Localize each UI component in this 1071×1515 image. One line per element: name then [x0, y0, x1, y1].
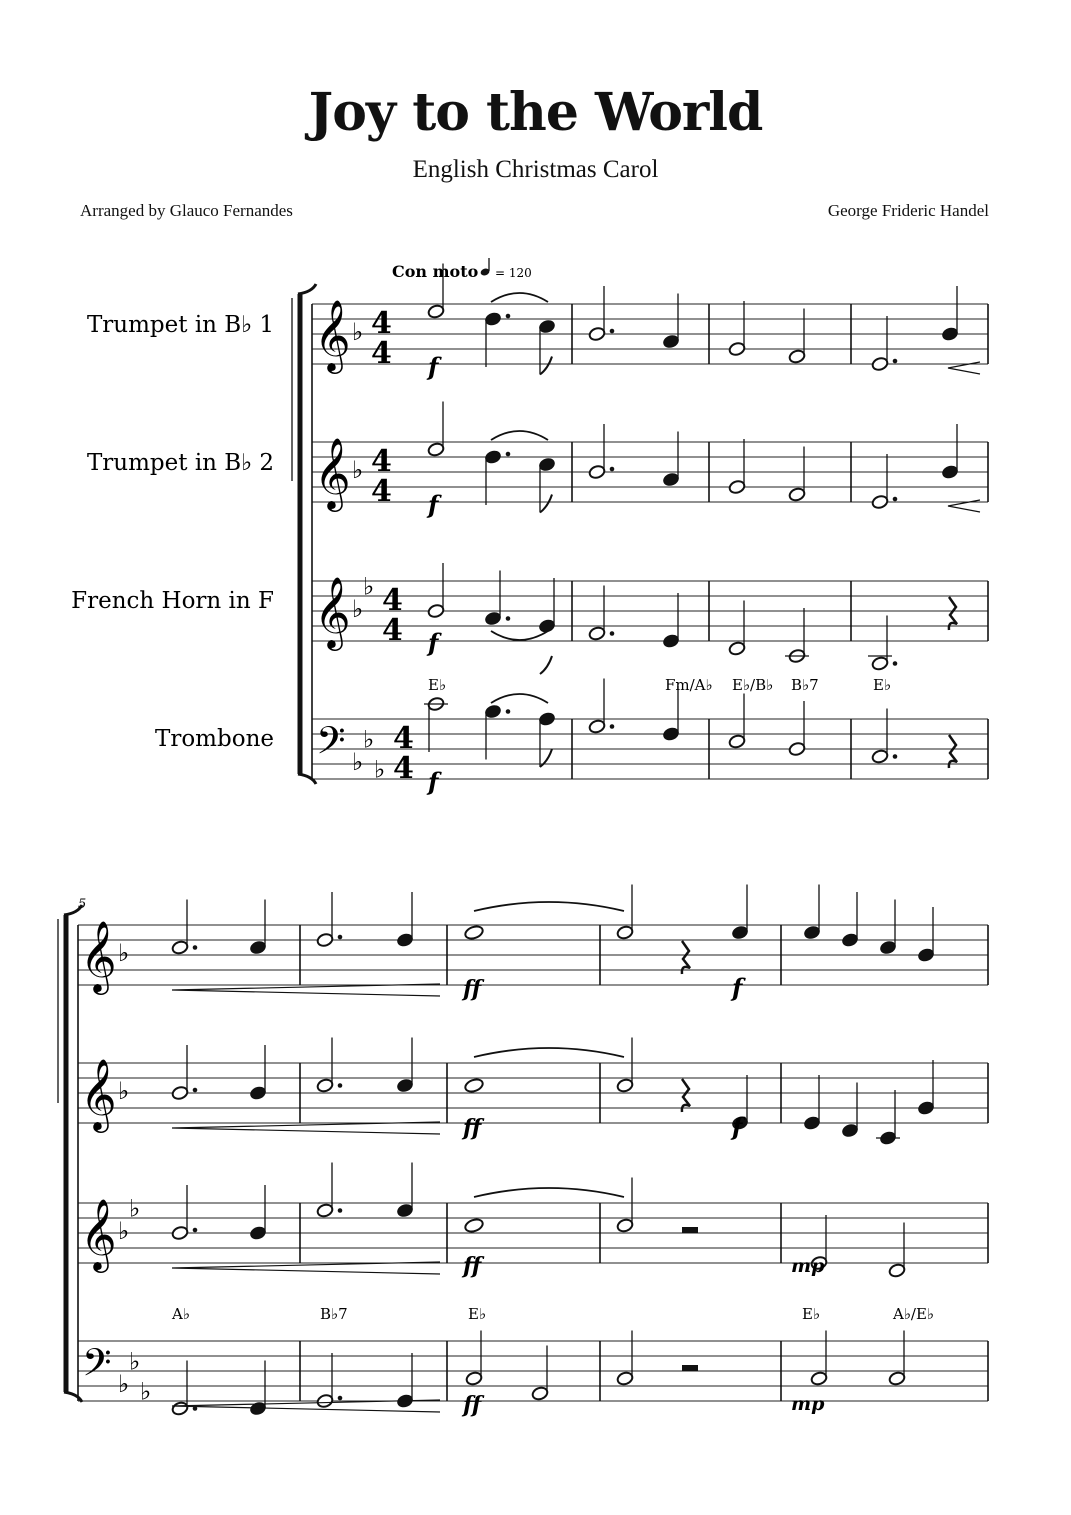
- note-dot: [610, 724, 615, 729]
- treble-clef-icon: 𝄞: [314, 436, 351, 509]
- time-signature-bottom: 4: [393, 751, 414, 786]
- note-head: [728, 734, 746, 749]
- dynamic-marking: f: [428, 767, 439, 796]
- arranger-credit: Arranged by Glauco Fernandes: [80, 201, 293, 220]
- chord-symbol: B♭7: [320, 1305, 348, 1323]
- note-dot: [610, 329, 615, 334]
- note-head: [917, 1100, 935, 1115]
- bass-clef-icon: 𝄢: [316, 718, 346, 772]
- dynamic-marking: f: [732, 1112, 743, 1141]
- note-dot: [506, 452, 511, 457]
- dynamic-marking: ff: [463, 1115, 482, 1141]
- note-head: [803, 1115, 821, 1130]
- note-head: [484, 611, 502, 626]
- note-head: [871, 356, 889, 371]
- dynamic-marking: ff: [463, 1392, 482, 1418]
- note-head: [616, 1218, 634, 1233]
- half-rest-icon: [682, 1365, 698, 1371]
- treble-clef-icon: 𝄞: [80, 1057, 117, 1130]
- quarter-rest-icon: [682, 1079, 690, 1112]
- note-head: [396, 1078, 414, 1093]
- note-head: [662, 726, 680, 741]
- slur: [474, 902, 624, 911]
- dynamic-marking: f: [428, 628, 439, 657]
- note-dot: [338, 935, 343, 940]
- note-head: [464, 1077, 485, 1093]
- note-head: [427, 442, 445, 457]
- note-head: [731, 925, 749, 940]
- note-head: [249, 1085, 267, 1100]
- note-head: [464, 1217, 485, 1233]
- note-dot: [893, 359, 898, 364]
- key-signature-flat-icon: ♭: [118, 1077, 130, 1105]
- note-dot: [506, 314, 511, 319]
- chord-symbol: E♭/B♭: [732, 676, 774, 694]
- quarter-rest-icon: [949, 597, 957, 630]
- note-head: [316, 1393, 334, 1408]
- note-dot: [193, 1088, 198, 1093]
- note-head: [171, 1085, 189, 1100]
- note-dot: [338, 1083, 343, 1088]
- key-signature-flat-icon: ♭: [363, 572, 375, 601]
- treble-clef-icon: 𝄞: [80, 919, 117, 992]
- quarter-rest-icon: [682, 941, 690, 974]
- crescendo-hairpin: [172, 984, 440, 996]
- note-dot: [610, 467, 615, 472]
- note-flag: [540, 495, 552, 513]
- score-notation: [58, 264, 988, 1417]
- time-signature-top: 4: [393, 721, 414, 756]
- key-signature-flat-icon: ♭: [118, 1217, 130, 1245]
- chord-symbol: E♭: [428, 676, 447, 694]
- note-dot: [610, 631, 615, 636]
- treble-clef-icon: 𝄞: [80, 1197, 117, 1270]
- note-head: [879, 940, 897, 955]
- note-head: [588, 464, 606, 479]
- note-head: [588, 326, 606, 341]
- note-head: [728, 641, 746, 656]
- instrument-name-trumpet-2: Trumpet in B♭ 2: [86, 450, 274, 476]
- time-signature-bottom: 4: [371, 336, 392, 371]
- chord-symbol: A♭/E♭: [893, 1305, 934, 1323]
- note-head: [249, 940, 267, 955]
- system-bracket-bottom-hook: [298, 774, 316, 784]
- note-head: [871, 656, 889, 671]
- dynamic-marking: f: [732, 973, 743, 1002]
- piece-subtitle: English Christmas Carol: [412, 156, 659, 183]
- note-head: [427, 603, 445, 618]
- crescendo-hairpin: [172, 1262, 440, 1274]
- dynamic-marking: f: [428, 352, 439, 381]
- chord-symbol: A♭: [172, 1305, 190, 1323]
- chord-symbol: E♭: [802, 1305, 821, 1323]
- note-head: [616, 925, 634, 940]
- instrument-name-trombone: Trombone: [155, 726, 274, 752]
- note-head: [531, 1386, 549, 1401]
- instrument-name-french-horn: French Horn in F: [71, 588, 274, 614]
- chord-symbol: E♭: [468, 1305, 487, 1323]
- key-signature-flat-icon: ♭: [129, 1347, 141, 1376]
- tempo-bpm: = 120: [495, 266, 532, 280]
- tempo-marking: Con moto: [392, 262, 479, 281]
- note-head: [484, 449, 502, 464]
- treble-clef-icon: 𝄞: [314, 298, 351, 371]
- note-head: [871, 494, 889, 509]
- instrument-name-trumpet-1: Trumpet in B♭ 1: [86, 312, 274, 338]
- note-head: [841, 1123, 859, 1138]
- composer-credit: George Frideric Handel: [827, 201, 989, 220]
- slur: [491, 431, 548, 440]
- dynamic-marking: f: [428, 490, 439, 519]
- key-signature-flat-icon: ♭: [374, 755, 386, 784]
- dynamic-marking: mp: [791, 1393, 825, 1415]
- slur: [491, 631, 548, 640]
- bass-clef-icon: 𝄢: [82, 1340, 112, 1394]
- system-bracket-top-hook: [298, 284, 316, 294]
- note-flag: [540, 357, 552, 375]
- note-head: [788, 349, 806, 364]
- note-head: [616, 1078, 634, 1093]
- note-head: [465, 1371, 483, 1386]
- note-head: [662, 633, 680, 648]
- slur: [491, 293, 548, 302]
- key-signature-flat-icon: ♭: [352, 318, 364, 346]
- note-head: [841, 932, 859, 947]
- time-signature-top: 4: [382, 583, 403, 618]
- slur: [474, 1188, 624, 1197]
- note-head: [316, 932, 334, 947]
- note-head: [484, 311, 502, 326]
- note-head: [588, 626, 606, 641]
- quarter-rest-icon: [949, 735, 957, 768]
- note-head: [941, 464, 959, 479]
- note-head: [249, 1225, 267, 1240]
- key-signature-flat-icon: ♭: [140, 1377, 152, 1406]
- chord-symbol: Fm/A♭: [665, 676, 713, 694]
- note-dot: [893, 661, 898, 666]
- note-head: [396, 1203, 414, 1218]
- half-rest-icon: [682, 1227, 698, 1233]
- note-dot: [193, 945, 198, 950]
- note-head: [810, 1371, 828, 1386]
- note-head: [588, 719, 606, 734]
- note-dot: [338, 1208, 343, 1213]
- dynamic-marking: ff: [463, 1253, 482, 1279]
- treble-clef-icon: 𝄞: [314, 575, 351, 648]
- note-head: [538, 319, 556, 334]
- note-head: [538, 711, 556, 726]
- key-signature-flat-icon: ♭: [352, 595, 364, 623]
- note-flag: [540, 656, 552, 674]
- note-head: [427, 304, 445, 319]
- chord-symbol: E♭: [873, 676, 892, 694]
- note-dot: [506, 709, 511, 714]
- note-head: [171, 1225, 189, 1240]
- system-bracket-bottom-hook: [64, 1392, 82, 1402]
- key-signature-flat-icon: ♭: [129, 1194, 141, 1223]
- measure-number: 5: [78, 897, 87, 912]
- time-signature-bottom: 4: [371, 474, 392, 509]
- key-signature-flat-icon: ♭: [352, 456, 364, 484]
- note-head: [728, 341, 746, 356]
- note-head: [788, 487, 806, 502]
- note-head: [662, 334, 680, 349]
- tempo-note-icon: [480, 258, 491, 277]
- time-signature-bottom: 4: [382, 613, 403, 648]
- note-head: [788, 741, 806, 756]
- note-head: [464, 924, 485, 940]
- note-head: [871, 749, 889, 764]
- key-signature-flat-icon: ♭: [118, 1370, 130, 1398]
- note-head: [662, 472, 680, 487]
- piece-title: Joy to the World: [308, 82, 763, 143]
- note-dot: [893, 497, 898, 502]
- note-head: [728, 479, 746, 494]
- note-head: [538, 457, 556, 472]
- note-dot: [506, 616, 511, 621]
- crescendo-hairpin: [172, 1122, 440, 1134]
- note-head: [171, 1401, 189, 1416]
- note-dot: [193, 1228, 198, 1233]
- time-signature-top: 4: [371, 444, 392, 479]
- note-dot: [338, 1396, 343, 1401]
- key-signature-flat-icon: ♭: [363, 725, 375, 754]
- note-head: [484, 704, 502, 719]
- note-head: [171, 940, 189, 955]
- note-head: [888, 1263, 906, 1278]
- time-signature-top: 4: [371, 306, 392, 341]
- slur: [491, 694, 548, 703]
- note-head: [888, 1371, 906, 1386]
- dynamic-marking: ff: [463, 976, 482, 1002]
- key-signature-flat-icon: ♭: [352, 748, 364, 776]
- slur: [474, 1048, 624, 1057]
- note-head: [917, 947, 935, 962]
- note-dot: [893, 754, 898, 759]
- note-head: [616, 1371, 634, 1386]
- note-head: [941, 326, 959, 341]
- note-head: [396, 932, 414, 947]
- key-signature-flat-icon: ♭: [118, 939, 130, 967]
- note-head: [316, 1203, 334, 1218]
- chord-symbol: B♭7: [791, 676, 819, 694]
- dynamic-marking: mp: [791, 1255, 825, 1277]
- note-head: [803, 925, 821, 940]
- note-head: [316, 1078, 334, 1093]
